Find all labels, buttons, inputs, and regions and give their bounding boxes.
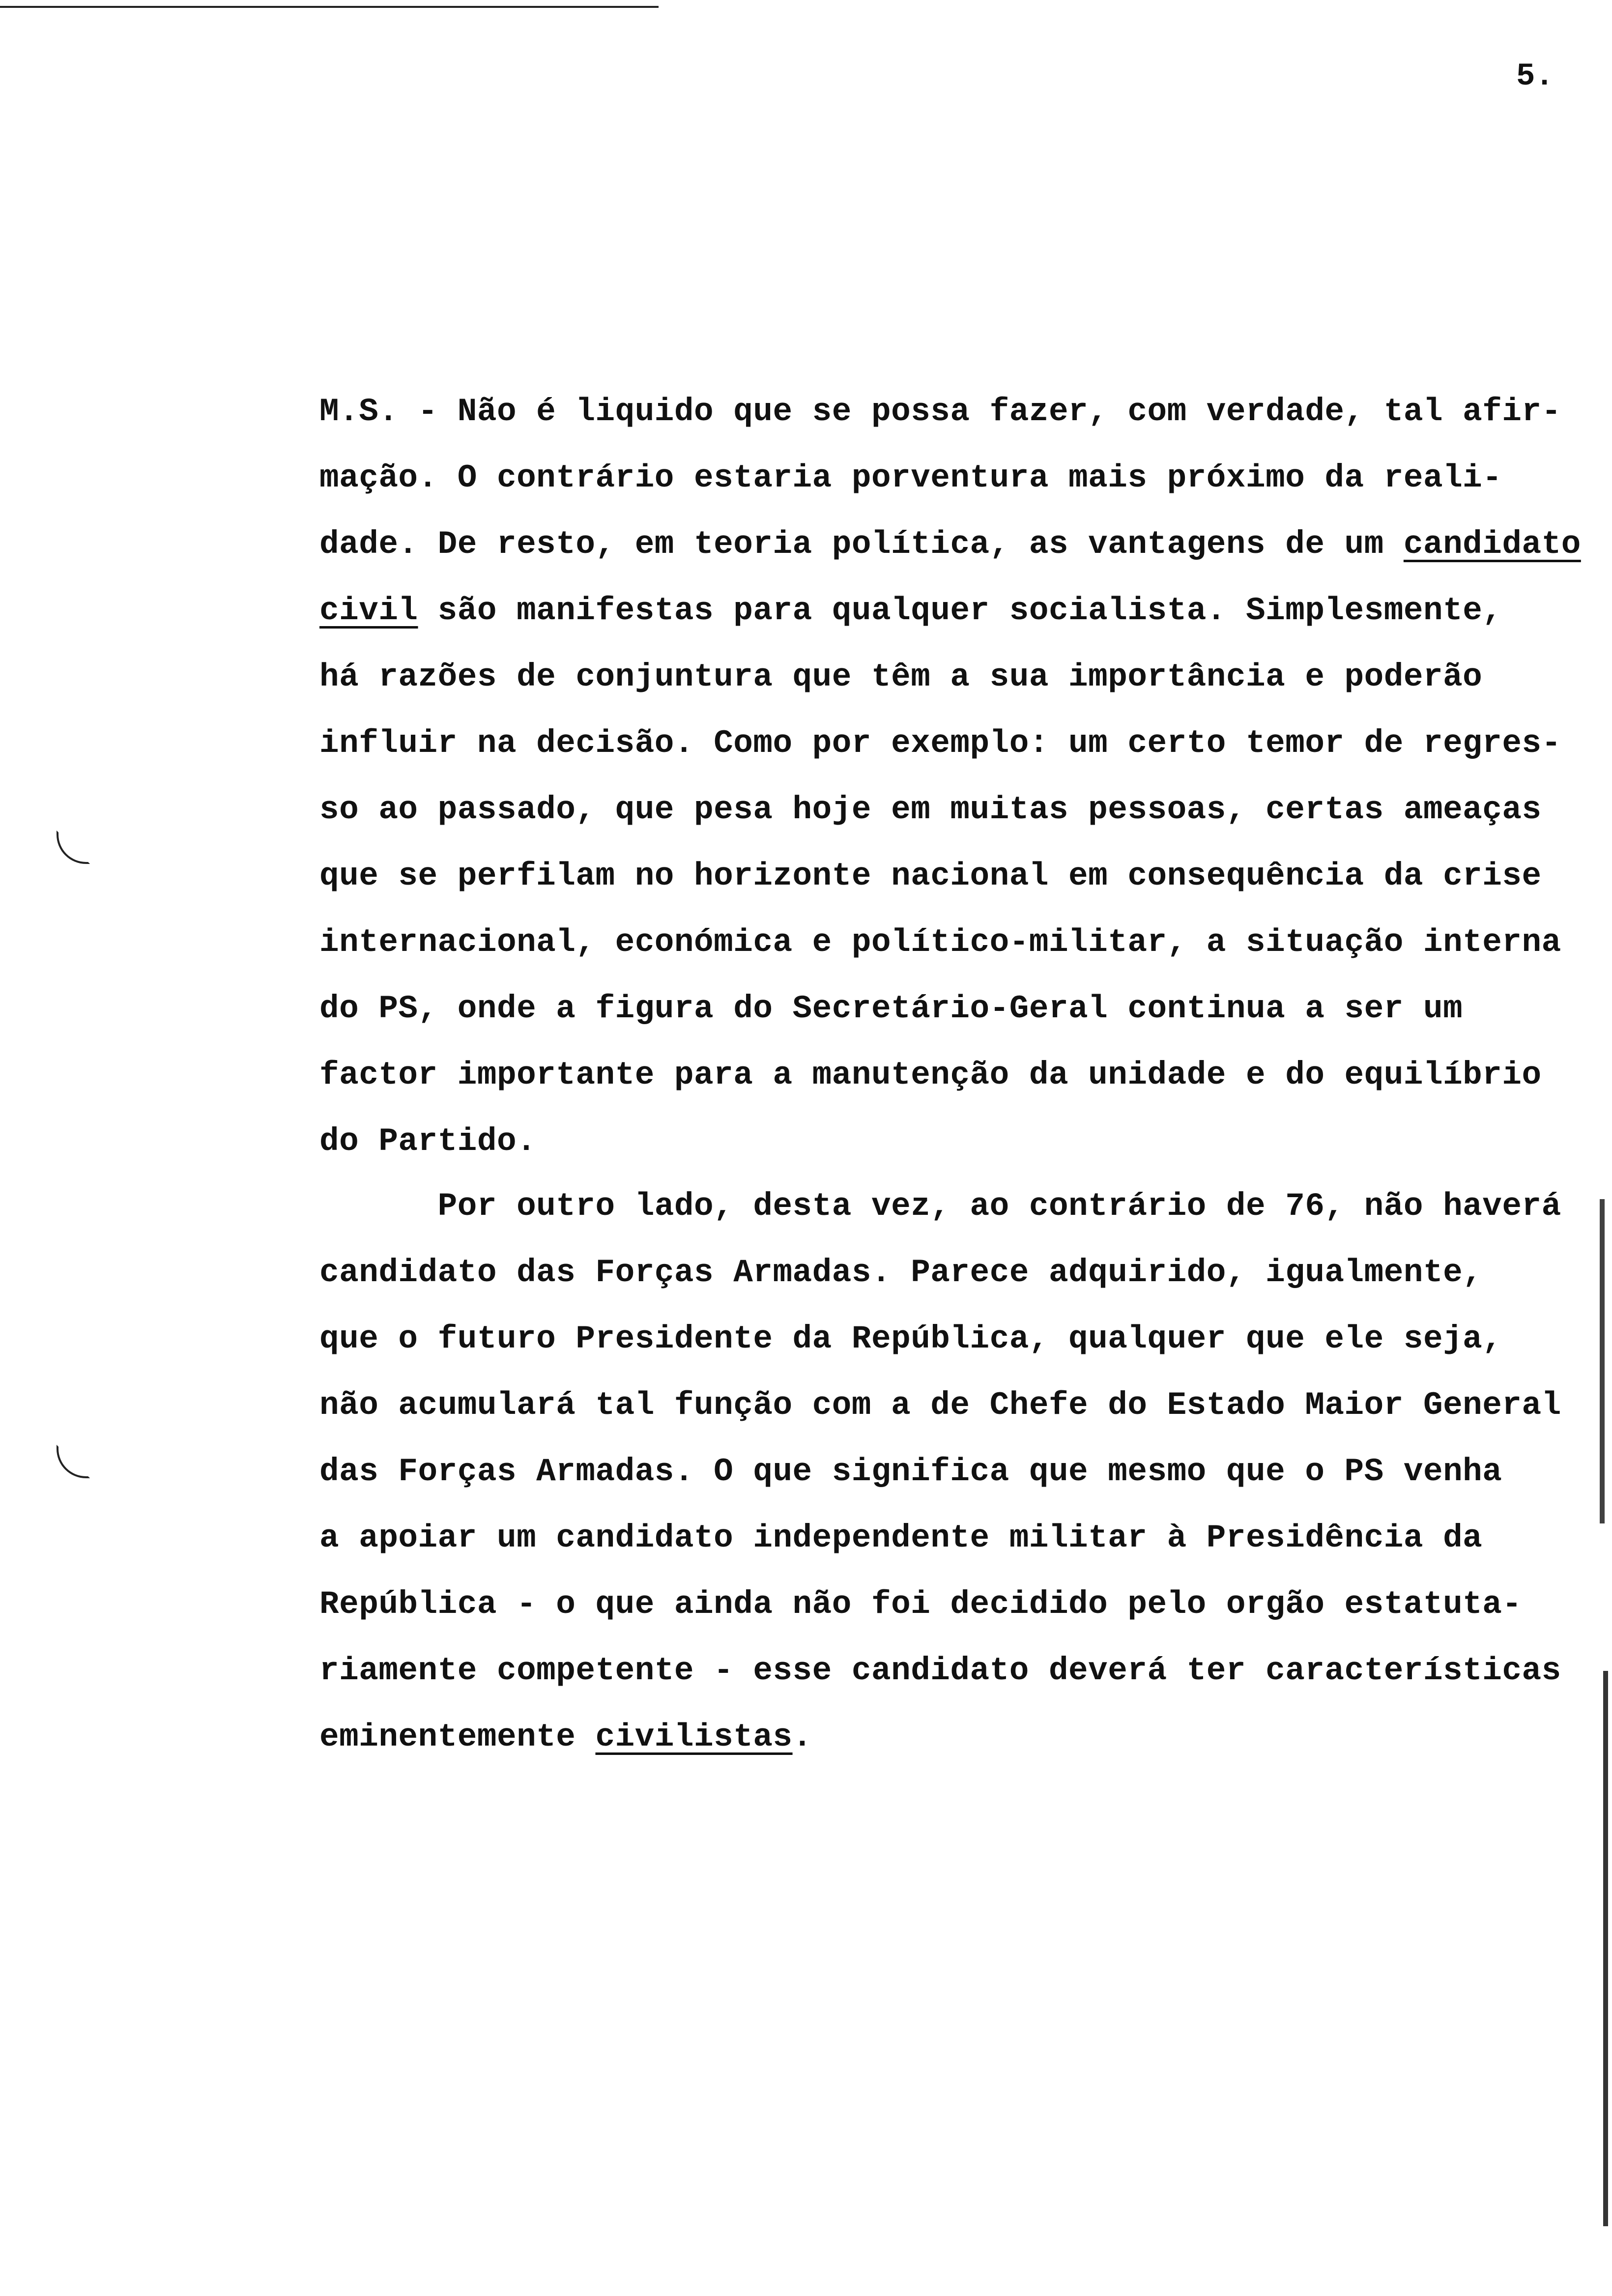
text-line xyxy=(319,790,1542,830)
text-line xyxy=(319,724,1561,763)
text-segment: do PS, onde a figura do Secretário-Geral continua a ser um xyxy=(319,990,1463,1027)
underlined-text: civilistas xyxy=(595,1719,793,1755)
text-line xyxy=(319,1718,812,1757)
text-segment: que o futuro Presidente da República, qualquer que ele seja, xyxy=(319,1320,1502,1357)
text-segment: factor importante para a manutenção da unidade e do equilíbrio xyxy=(319,1057,1542,1093)
text-segment: das Forças Armadas. O que significa que mesmo que o PS venha xyxy=(319,1453,1502,1490)
text-segment: influir na decisão. Como por exemplo: um certo temor de regres- xyxy=(319,725,1561,762)
text-segment: que se perfilam no horizonte nacional em consequência da crise xyxy=(319,858,1542,894)
text-segment: dade. De resto, em teoria política, as vantagens de um xyxy=(319,526,1404,563)
text-line xyxy=(319,1320,1502,1359)
text-segment: do Partido. xyxy=(319,1123,537,1160)
text-line xyxy=(319,1585,1522,1624)
text-segment: há razões de conjuntura que têm a sua importância e poderão xyxy=(319,659,1483,695)
text-segment: M.S. - Não é liquido que se possa fazer, com verdade, tal afir- xyxy=(319,393,1561,430)
underlined-text: civil xyxy=(319,592,418,629)
underlined-text: candidato xyxy=(1403,526,1581,563)
text-line xyxy=(319,1651,1561,1691)
text-line xyxy=(319,658,1482,697)
text-segment: internacional, económica e político-militar, a situação interna xyxy=(319,924,1561,961)
scan-edge xyxy=(1600,1199,1605,1523)
text-segment: eminentemente xyxy=(319,1719,596,1755)
text-line xyxy=(319,923,1561,962)
page-number: 5. xyxy=(1516,59,1554,94)
text-line xyxy=(319,1187,1561,1226)
text-segment: não acumulará tal função com a de Chefe do Estado Maior General xyxy=(319,1387,1561,1424)
top-rule xyxy=(0,6,659,8)
text-line xyxy=(319,392,1561,431)
text-segment: são manifestas para qualquer socialista. Simplesmente, xyxy=(418,592,1502,629)
text-segment: so ao passado, que pesa hoje em muitas pessoas, certas ameaças xyxy=(319,791,1542,828)
text-segment: a apoiar um candidato independente militar à Presidência da xyxy=(319,1520,1483,1556)
text-segment: candidato das Forças Armadas. Parece adquirido, igualmente, xyxy=(319,1254,1483,1291)
text-line xyxy=(319,459,1502,498)
text-line xyxy=(319,989,1463,1029)
margin-mark xyxy=(57,831,90,864)
text-line xyxy=(319,857,1542,896)
text-segment: mação. O contrário estaria porventura mais próximo da reali- xyxy=(319,459,1502,496)
text-segment: riamente competente - esse candidato deverá ter características xyxy=(319,1652,1561,1689)
text-line xyxy=(319,1253,1482,1292)
text-line xyxy=(319,1122,536,1161)
text-line xyxy=(319,591,1502,631)
text-line xyxy=(319,1452,1502,1492)
margin-mark xyxy=(57,1445,90,1478)
text-segment: . xyxy=(792,1719,812,1755)
text-segment: Por outro lado, desta vez, ao contrário de 76, não haverá xyxy=(319,1188,1561,1225)
text-line xyxy=(319,1386,1561,1425)
text-line xyxy=(319,1056,1542,1095)
text-segment: República - o que ainda não foi decidido pelo orgão estatuta- xyxy=(319,1586,1522,1623)
scan-edge xyxy=(1603,1671,1608,2226)
text-line xyxy=(319,525,1581,564)
text-line xyxy=(319,1519,1482,1558)
